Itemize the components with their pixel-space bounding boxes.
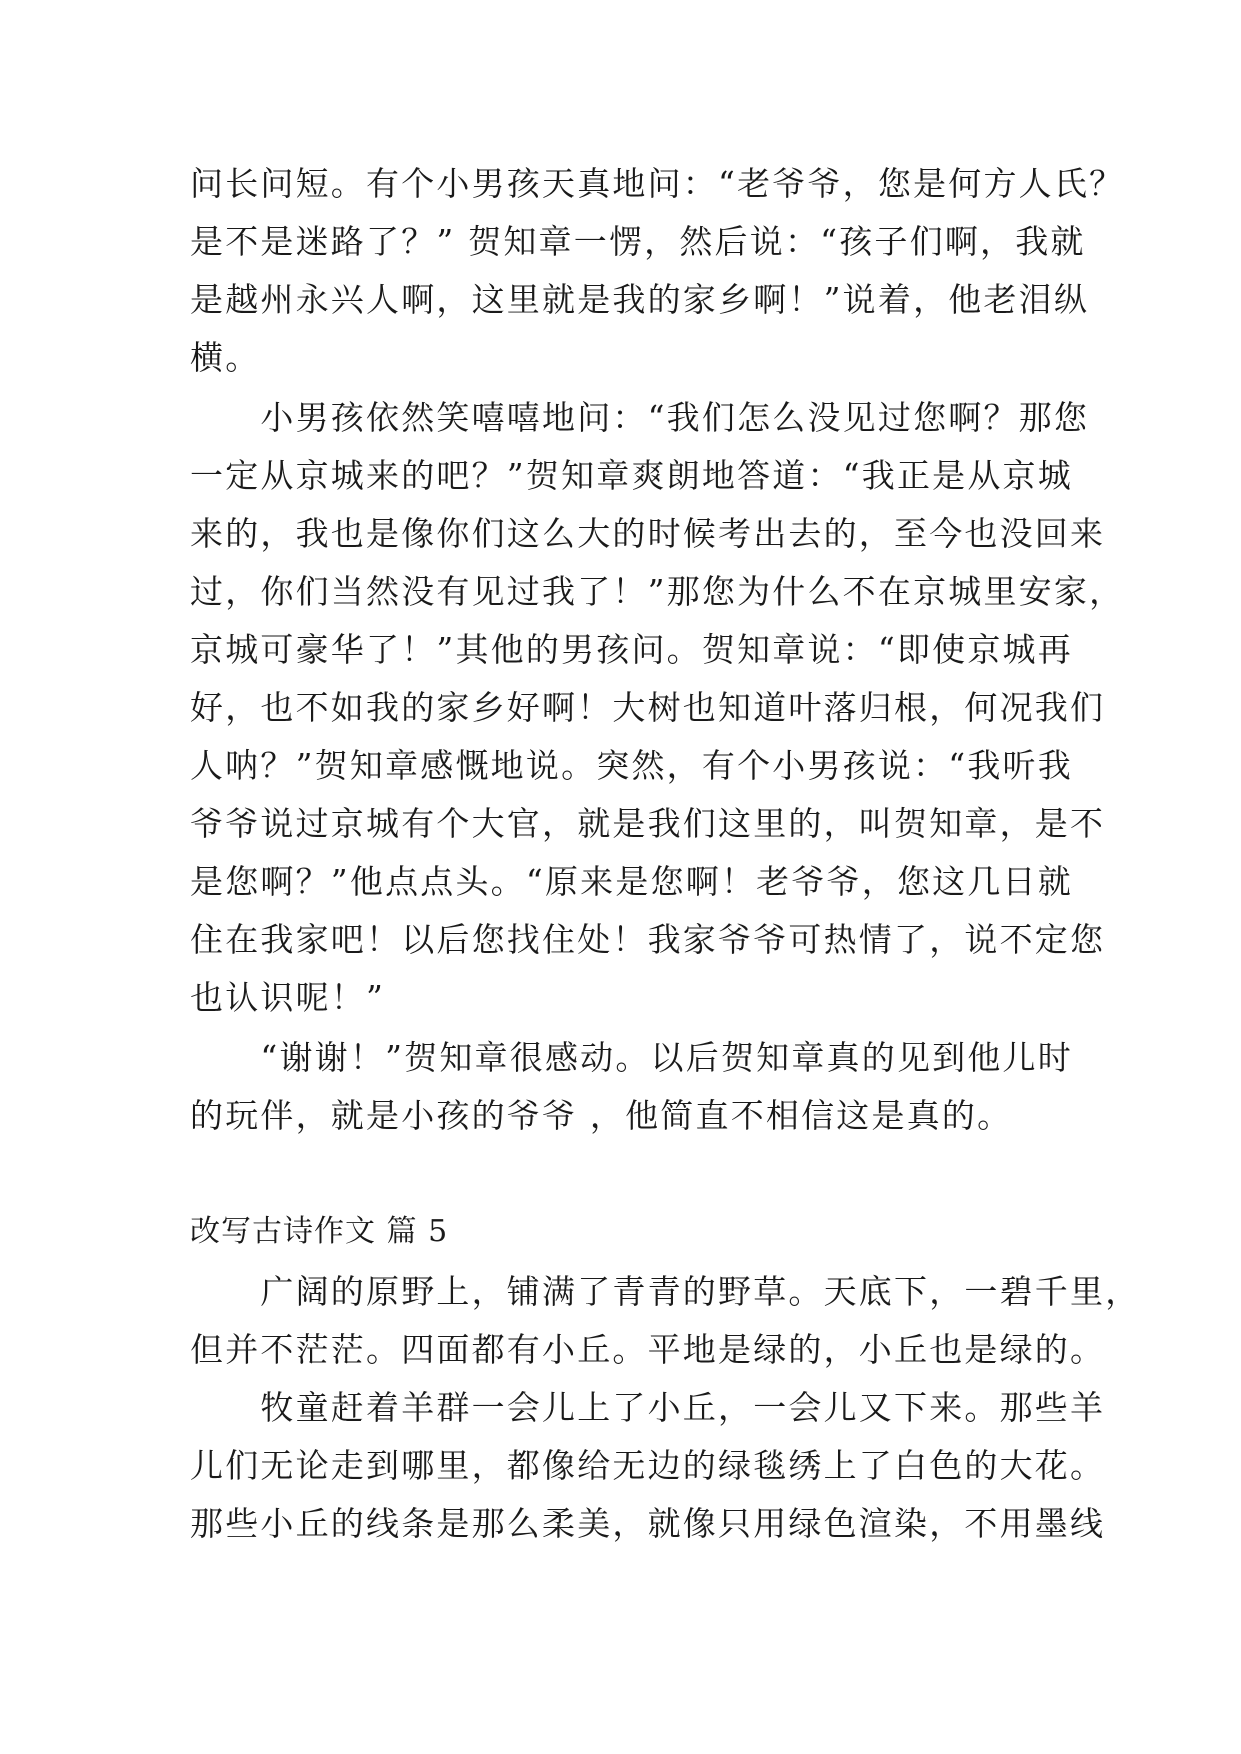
body-line: 横。 [190,338,261,377]
body-line: 小男孩依然笑嘻嘻地问：“我们怎么没见过您啊？那您 [190,398,1090,437]
body-line: 来的，我也是像你们这么大的时候考出去的，至今也没回来 [190,514,1106,553]
body-line: “谢谢！”贺知章很感动。以后贺知章真的见到他儿时 [190,1038,1073,1077]
body-line: 京城可豪华了！”其他的男孩问。贺知章说：“即使京城再 [190,630,1073,669]
body-line: 人呐？”贺知章感慨地说。突然，有个小男孩说：“我听我 [190,746,1073,785]
body-line: 过，你们当然没有见过我了！”那您为什么不在京城里安家， [190,572,1125,611]
body-line: 广阔的原野上，铺满了青青的野草。天底下，一碧千里， [190,1272,1141,1311]
section-heading: 改写古诗作文 篇 5 [190,1214,449,1249]
body-line: 问长问短。有个小男孩天真地问：“老爷爷，您是何方人氏？ [190,164,1125,203]
body-line: 但并不茫茫。四面都有小丘。平地是绿的，小丘也是绿的。 [190,1330,1106,1369]
body-line: 是不是迷路了？” 贺知章一愣，然后说：“孩子们啊，我就 [190,222,1086,261]
body-line: 好，也不如我的家乡好啊！大树也知道叶落归根，何况我们 [190,688,1106,727]
body-line: 儿们无论走到哪里，都像给无边的绿毯绣上了白色的大花。 [190,1446,1106,1485]
body-line: 也认识呢！” [190,978,386,1017]
body-line: 的玩伴，就是小孩的爷爷 ，他简直不相信这是真的。 [190,1096,1013,1135]
body-line: 那些小丘的线条是那么柔美，就像只用绿色渲染，不用墨线 [190,1504,1106,1543]
body-line: 是您啊？”他点点头。“原来是您啊！老爷爷，您这几日就 [190,862,1073,901]
body-line: 牧童赶着羊群一会儿上了小丘，一会儿又下来。那些羊 [190,1388,1106,1427]
body-line: 住在我家吧！以后您找住处！我家爷爷可热情了，说不定您 [190,920,1106,959]
body-line: 爷爷说过京城有个大官，就是我们这里的，叫贺知章，是不 [190,804,1106,843]
body-line: 是越州永兴人啊，这里就是我的家乡啊！”说着，他老泪纵 [190,280,1090,319]
body-line: 一定从京城来的吧？”贺知章爽朗地答道：“我正是从京城 [190,456,1073,495]
